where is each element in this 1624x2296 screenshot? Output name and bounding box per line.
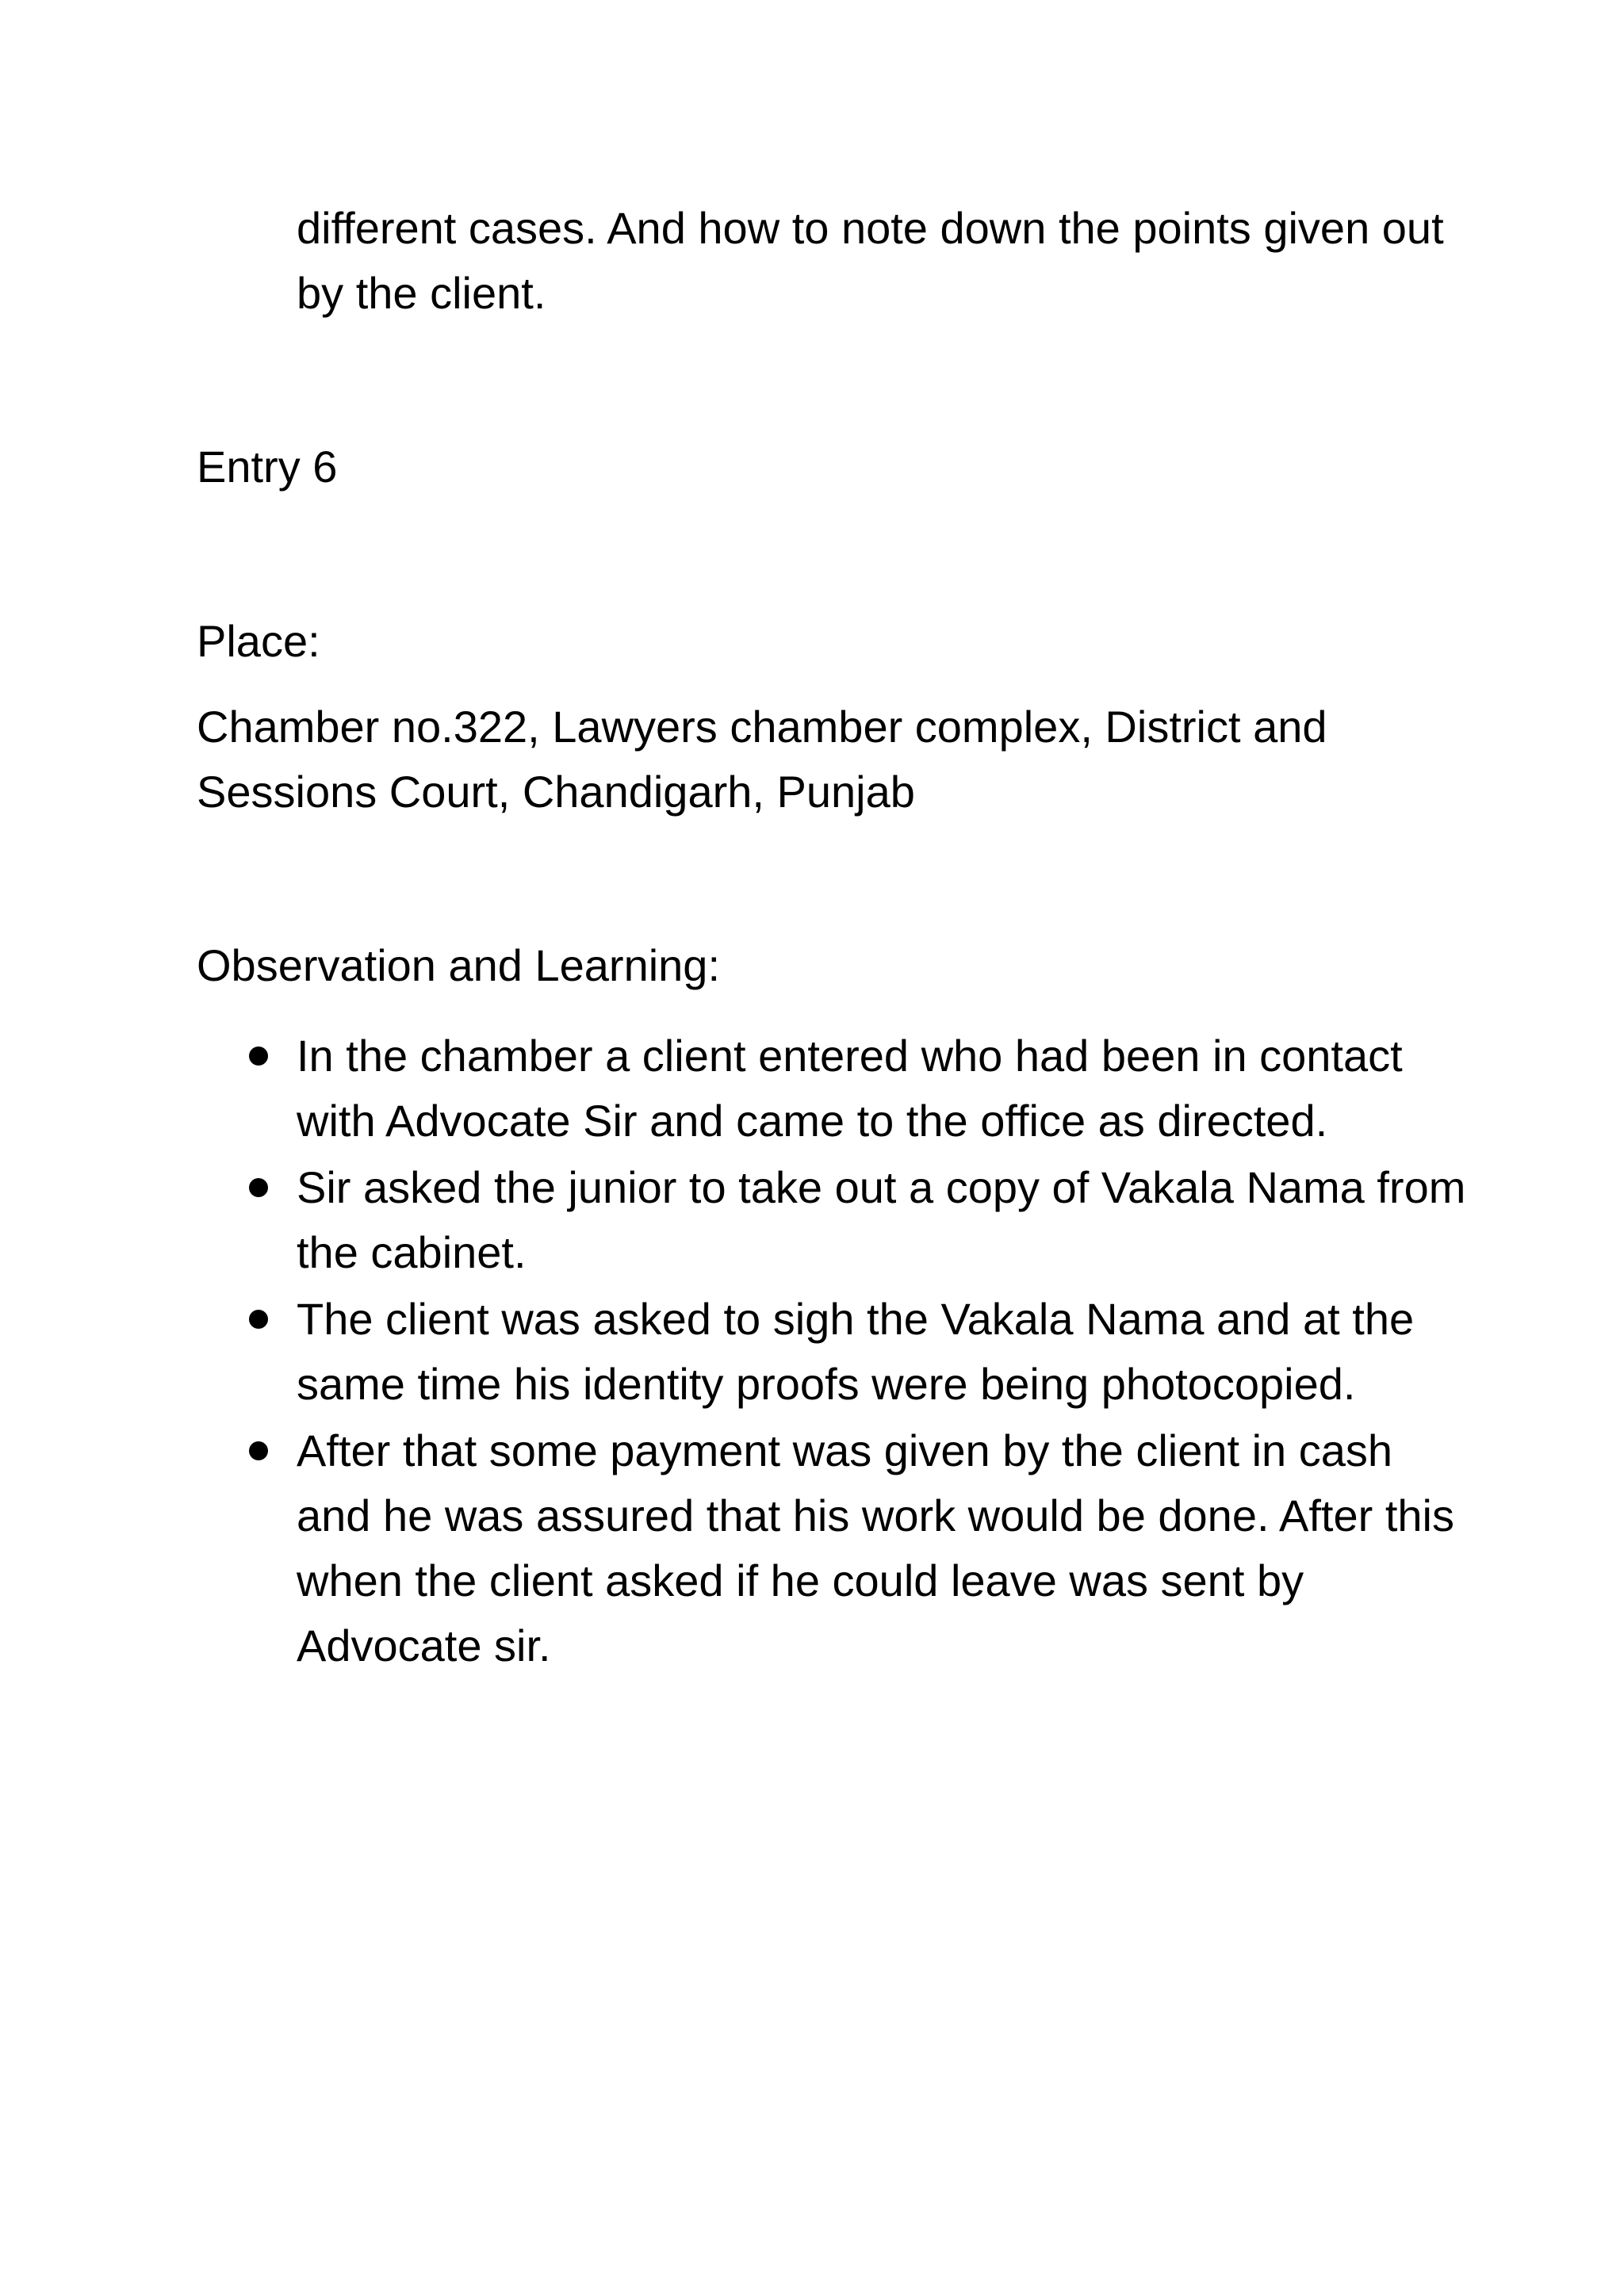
bullet-icon [249, 1047, 268, 1066]
list-item [0, 1024, 1470, 1154]
bullet-text: Sir asked the junior to take out a copy of Vakala Nama from the cabinet. [297, 1162, 1466, 1277]
list-item [0, 1418, 1470, 1678]
observation-bullet-list [0, 1024, 1624, 1680]
place-value: Chamber no.322, Lawyers chamber complex, District and Sessions Court, Chandigarh, Punjab [197, 702, 1327, 817]
entry-heading: Entry 6 [197, 442, 338, 492]
place-label: Place: [197, 616, 320, 666]
list-item [0, 1155, 1470, 1285]
observation-label: Observation and Learning: [197, 940, 720, 990]
bullet-icon [249, 1441, 268, 1460]
bullet-text: After that some payment was given by the client in cash and he was assured that his work would be done. After this when the client asked if he could leave was sent by Advocate sir. [297, 1425, 1454, 1670]
bullet-icon [249, 1178, 268, 1197]
list-item [0, 1287, 1470, 1417]
bullet-icon [249, 1310, 268, 1329]
bullet-text: In the chamber a client entered who had been in contact with Advocate Sir and came to the office as directed. [297, 1031, 1403, 1146]
bullet-text: The client was asked to sigh the Vakala Nama and at the same time his identity proofs were being photocopied. [297, 1294, 1415, 1409]
continuation-paragraph: different cases. And how to note down the points given out by the client. [297, 203, 1444, 318]
